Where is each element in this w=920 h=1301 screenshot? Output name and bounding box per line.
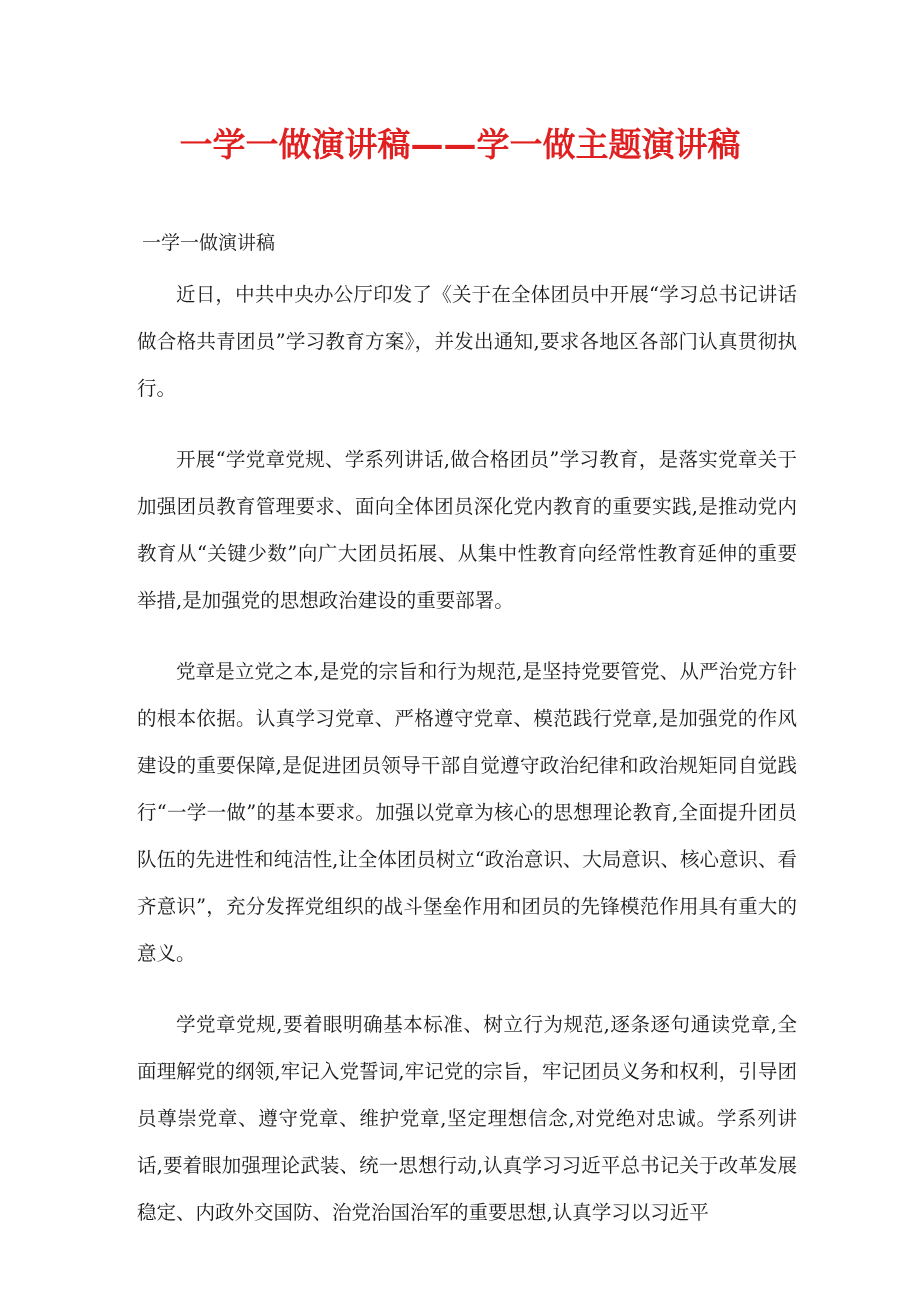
document-body [137, 271, 797, 1260]
section-subheading: 一学一做演讲稿 [142, 232, 276, 254]
document-title: 一学一做演讲稿——学一做主题演讲稿 [179, 125, 741, 164]
body-paragraph-2: 开展“学党章党规、学系列讲话,做合格团员”学习教育，是落实党章关于加强团员教育管理要求、面向全体团员深化党内教育的重要实践,是推动党内教育从“关键少数”向广大团员拓展、从集中性教育向经常性教育延伸的重要举措,是加强党的思想政治建设的重要部署。 [137, 448, 797, 612]
body-paragraph-4: 学党章党规,要着眼明确基本标准、树立行为规范,逐条逐句通读党章,全面理解党的纲领,牢记入党誓词,牢记党的宗旨，牢记团员义务和权利，引导团员尊崇党章、遵守党章、维护党章,坚定理想信念,对党绝对忠诚。学系列讲话,要着眼加强理论武装、统一思想行动,认真学习习近平总书记关于改革发展稳定、内政外交国防、治党治国治军的重要思想,认真学习以习近平 [137, 1013, 797, 1224]
body-paragraph-1: 近日，中共中央办公厅印发了《关于在全体团员中开展“学习总书记讲话做合格共青团员”学习教育方案》，并发出通知,要求各地区各部门认真贯彻执行。 [137, 283, 797, 400]
body-paragraph-3: 党章是立党之本,是党的宗旨和行为规范,是坚持党要管党、从严治党方针的根本依据。认真学习党章、严格遵守党章、模范践行党章,是加强党的作风建设的重要保障,是促进团员领导干部自觉遵守政治纪律和政治规矩同自觉践行“一学一做”的基本要求。加强以党章为核心的思想理论教育,全面提升团员队伍的先进性和纯洁性,让全体团员树立“政治意识、大局意识、核心意识、看齐意识”，充分发挥党组织的战斗堡垒作用和团员的先锋模范作用具有重大的意义。 [137, 660, 797, 965]
